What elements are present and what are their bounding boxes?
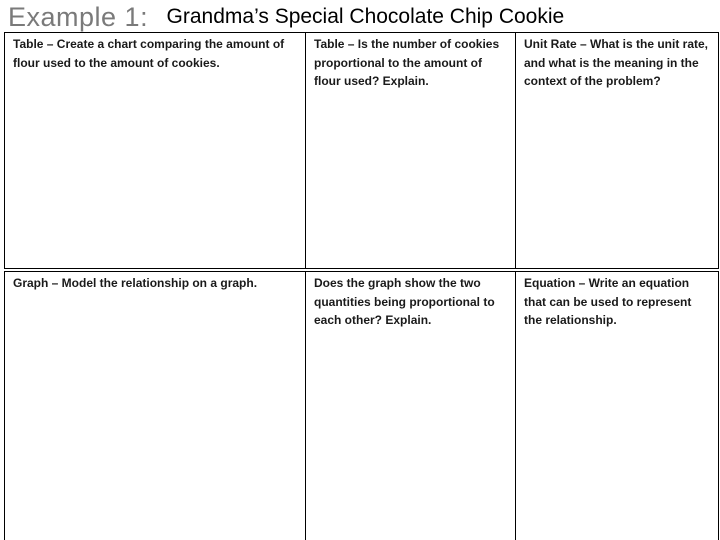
table-chart-cell[interactable]	[5, 33, 305, 268]
graph-cell[interactable]	[5, 272, 305, 540]
proportional-graph-prompt: Does the graph show the two quantities being proportional to each other? Explain.	[314, 276, 495, 327]
page-title	[8, 2, 564, 32]
unit-rate-prompt: Unit Rate – What is the unit rate, and what is the meaning in the context of the problem?	[524, 37, 709, 88]
example-label: Example 1:	[8, 2, 149, 32]
table-chart-prompt: Table – Create a chart comparing the amount of flour used to the amount of cookies.	[13, 37, 285, 70]
worksheet-title: Grandma’s Special Chocolate Chip Cookie	[166, 5, 565, 28]
worksheet-row-bottom	[4, 271, 719, 540]
proportional-table-cell[interactable]	[305, 33, 515, 268]
proportional-graph-cell[interactable]	[305, 272, 515, 540]
equation-cell[interactable]	[515, 272, 718, 540]
unit-rate-cell[interactable]	[515, 33, 718, 268]
worksheet-row-top	[4, 32, 719, 269]
proportional-table-prompt: Table – Is the number of cookies proportional to the amount of flour used? Explain.	[314, 37, 500, 88]
graph-prompt: Graph – Model the relationship on a graph.	[13, 276, 258, 290]
equation-prompt: Equation – Write an equation that can be used to represent the relationship.	[524, 276, 692, 327]
